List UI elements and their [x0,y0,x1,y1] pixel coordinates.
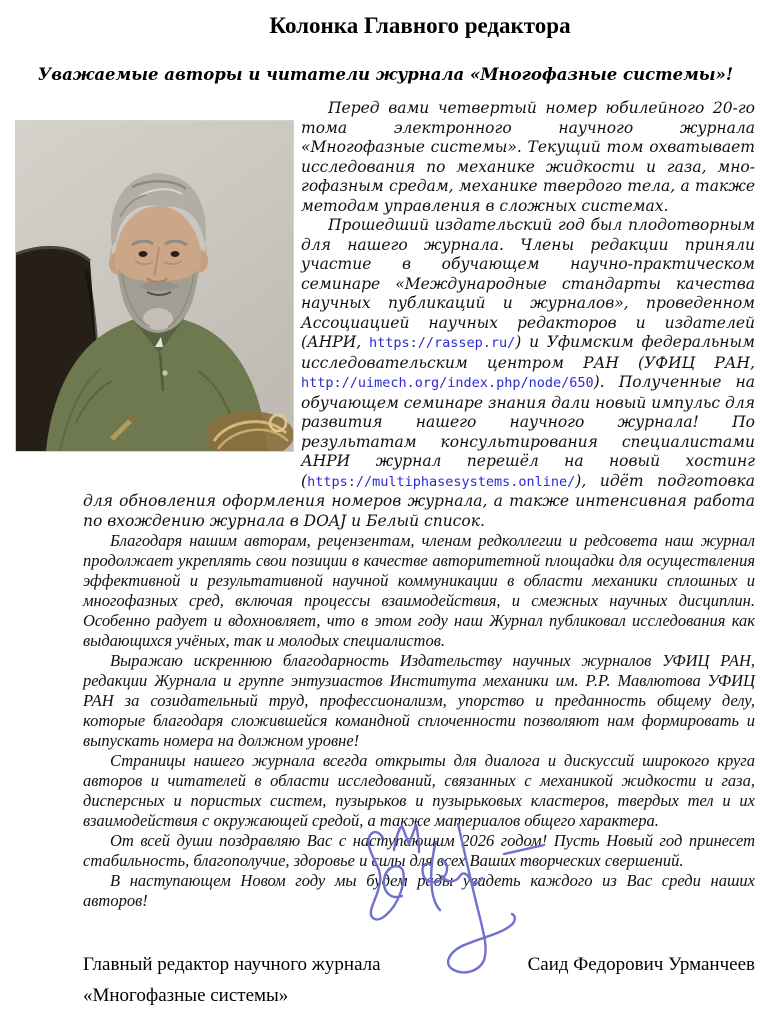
link-rassep[interactable]: https://rassep.ru/ [368,335,516,351]
paragraph-journal-pages: Страницы нашего журнала всегда открыты для диалога и дискуссий широкого круга авторов и читателей в области исследований, связанных с механикой жидкости и газа, дисперсных и пористых систем, пузырьков и пузырьковых кластеров, твердых тел и их взаимодействия с окружающей средой, а также материалов общего характера. [83,751,755,830]
paragraph-thanks-publisher: Выражаю искреннюю благодарность Издательству научных журналов УФИЦ РАН, редакции Журнала и группе энтузиастов Института механики им. Р.Р. Мавлютова УФИЦ РАН за созидательный труд, профессионализм, упорство и преданность общему делу, которые благодаря сложившейся командной сплоченности позволяют нам формировать и выпускать номера на должном уровне! [83,651,755,750]
editor-role-line2: «Многофазные системы» [83,985,289,1006]
paragraph-closing: В наступающем Новом году мы будем рады увидеть каждого из Вас среди наших авторов! [83,871,755,910]
link-multiphasesystems[interactable]: https://multiphasesystems.online/ [307,473,576,490]
paragraph-year-review-text-2: ) и Уфимским федеральным исследовательским центром РАН (УФИЦ РАН, [301,333,755,372]
paragraph-year-review-text-4: ), идёт подготовка для обновления оформления номеров журнала, а также интенсивная работа по вхождению журнала в DOAJ и Белый список. [83,471,755,530]
paragraph-intro: Перед вами четвертый номер юбилейного 20-го тома электронного научного журнала «Многофазные системы». Текущий том охватывает исследования по механике жидкости и газа, многофазным средам, механике твердого тела, а также методам управления в сложных системах. [301,99,755,215]
signature-block [83,949,755,1011]
link-uimech[interactable]: http://uimech.org/index.php/node/650 [301,375,594,391]
editor-role-line1: Главный редактор научного журнала [83,954,381,975]
editor-name: Саид Федорович Урманчеев [527,954,755,975]
editor-photo-graphic [16,121,293,451]
paragraph-year-review-text-1: Прошедший издательский год был плодотворным для нашего журнала. Члены редакции приняли участие в обучающем научно-практическом семинаре «Международные стандарты качества научных публикаций и журналов», проведенном Ассоциацией научных редакторов и издателей (АНРИ, [301,216,755,351]
page-title: Колонка Главного редактора [269,13,571,38]
greeting-line: Уважаемые авторы и читатели журнала «Многофазные системы»! [37,65,734,84]
paragraph-new-year-wishes: От всей души поздравляю Вас с наступающим 2026 годом! Пусть Новый год принесет стабильность, благополучие, здоровье и силы для всех Ваших творческих свершений. [83,831,755,870]
editor-photo [16,121,293,451]
paragraph-thanks-authors: Благодаря нашим авторам, рецензентам, членам редколлегии и редсовета наш журнал продолжает укреплять свои позиции в качестве авторитетной площадки для осуществления эффективной и результативной научной коммуникации в области механики сплошных и многофазных сред, включая процессы взаимодействия, и смежных научных дисциплин. Особенно радует и вдохновляет, что в этом году наш Журнал публиковал исследования как выдающихся учёных, так и молодых специалистов. [83,531,755,650]
paragraph-year-review-text-3: ). Полученные на обучающем семинаре знания дали новый импульс для развития нашего научного журнала! По результатам консультирования специалистами АНРИ журнал перешёл на новый хостинг ( [301,373,755,490]
editor-column-body [0,99,771,911]
editor-role [83,949,381,1011]
